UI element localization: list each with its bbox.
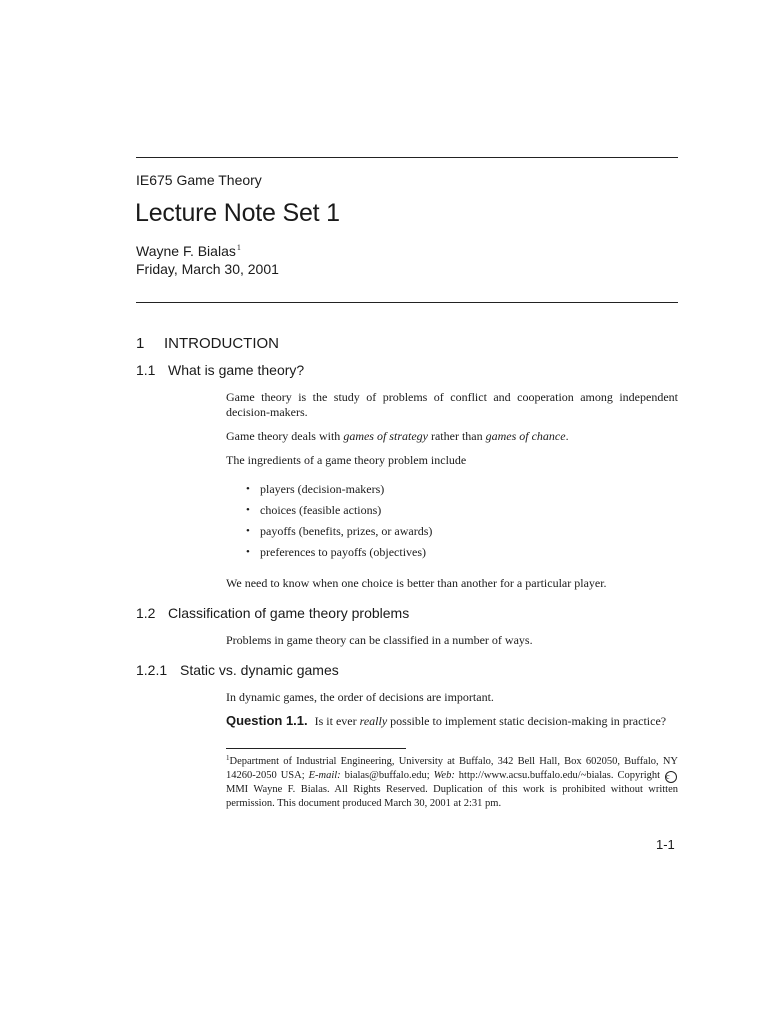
- question-label: Question 1.1.: [226, 713, 308, 728]
- text-run: .: [565, 429, 569, 443]
- bullet-icon: •: [246, 525, 250, 537]
- subsection-number: 1.1: [136, 362, 156, 378]
- author-name: Wayne F. Bialas: [136, 243, 236, 259]
- web-address: http://www.acsu.buffalo.edu/~bialas. Copyright: [454, 770, 665, 781]
- copyright-icon: c: [665, 771, 677, 783]
- list-item-text: choices (feasible actions): [260, 503, 382, 517]
- email-label: E-mail:: [308, 770, 341, 781]
- bullet-icon: •: [246, 546, 250, 558]
- author-footnote-mark: 1: [236, 243, 241, 252]
- list-item: [246, 545, 432, 566]
- emphasis: really: [359, 714, 388, 728]
- email-address: bialas@buffalo.edu;: [340, 770, 434, 781]
- text-run: rather than: [427, 429, 486, 443]
- author: [136, 243, 241, 259]
- web-label: Web:: [433, 770, 455, 781]
- footnote-text: MMI Wayne F. Bialas. All Rights Reserved. Duplication of this work is prohibited without written permission. This document produced March 30, 2001 at 2:31 pm.: [226, 784, 678, 809]
- subsection-number: 1.2: [136, 605, 156, 621]
- section-title: INTRODUCTION: [164, 335, 279, 352]
- bullet-icon: •: [246, 504, 250, 516]
- question-block: [226, 713, 678, 729]
- subsubsection-number: 1.2.1: [136, 662, 168, 678]
- emphasis: games of chance: [485, 429, 566, 443]
- text-run: Game theory deals with: [226, 429, 344, 443]
- list-item: [246, 503, 432, 524]
- bullet-icon: •: [246, 483, 250, 495]
- list-item: [246, 482, 432, 503]
- subsubsection-1-2-1-heading: [136, 662, 339, 678]
- paragraph: The ingredients of a game theory problem include: [226, 453, 467, 467]
- paragraph: We need to know when one choice is better than another for a particular player.: [226, 576, 607, 590]
- ingredients-list: [246, 482, 432, 566]
- page-title: Lecture Note Set 1: [135, 199, 340, 227]
- footnote-mark: 1: [226, 754, 230, 762]
- subsection-1-2-heading: [136, 605, 409, 621]
- footnote-text: Department of Industrial Engineering, University at Buffalo, 342 Bell Hall, Box 602050, Buffalo, NY 14260-2050 USA;: [226, 756, 678, 781]
- section-number: 1: [136, 335, 145, 352]
- text-run: Is it ever: [314, 714, 360, 728]
- paragraph: [226, 429, 678, 444]
- text-run: possible to implement static decision-making in practice?: [387, 714, 667, 728]
- paragraph: In dynamic games, the order of decisions are important.: [226, 690, 494, 704]
- course-name: IE675 Game Theory: [136, 172, 262, 188]
- header-bottom-rule: [136, 302, 678, 303]
- paragraph: Problems in game theory can be classified in a number of ways.: [226, 633, 533, 647]
- document-date: Friday, March 30, 2001: [136, 261, 279, 277]
- section-1-heading: [136, 335, 279, 352]
- page-number: 1-1: [656, 837, 675, 852]
- top-rule: [136, 157, 678, 158]
- subsubsection-title: Static vs. dynamic games: [180, 662, 339, 678]
- paragraph: Game theory is the study of problems of conflict and cooperation among independent decision-makers.: [226, 390, 678, 419]
- list-item-text: players (decision-makers): [260, 482, 385, 496]
- subsection-1-1-heading: [136, 362, 304, 378]
- list-item: [246, 524, 432, 545]
- footnote: [226, 751, 678, 811]
- subsection-title: What is game theory?: [168, 362, 305, 378]
- list-item-text: preferences to payoffs (objectives): [260, 545, 427, 559]
- list-item-text: payoffs (benefits, prizes, or awards): [260, 524, 433, 538]
- emphasis: games of strategy: [343, 429, 428, 443]
- subsection-title: Classification of game theory problems: [168, 605, 410, 621]
- footnote-rule: [226, 748, 406, 749]
